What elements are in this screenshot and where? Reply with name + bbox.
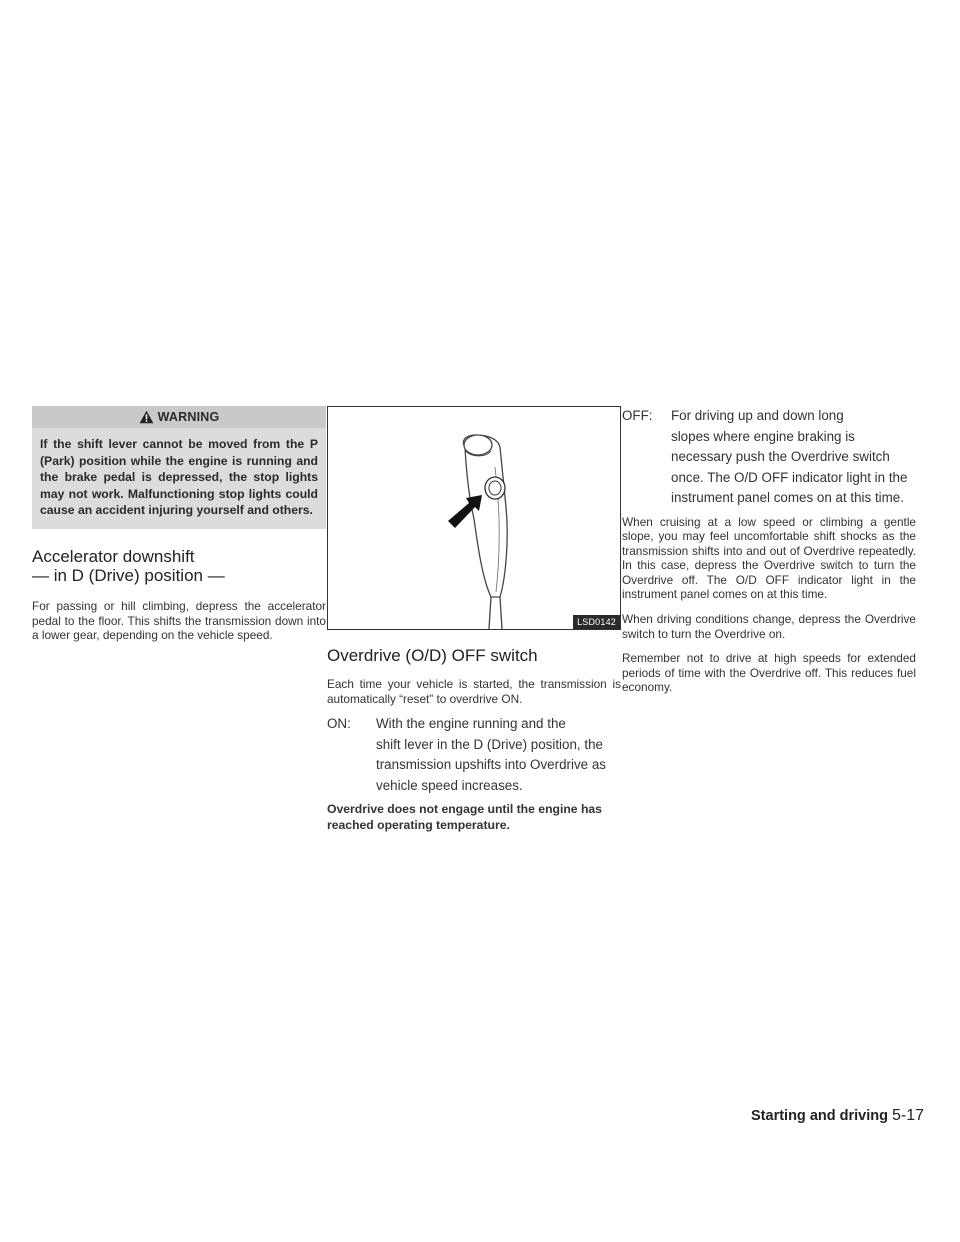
off-definition (622, 406, 916, 509)
overdrive-note: Overdrive does not engage until the engine has reached operating temperature. (327, 802, 602, 832)
cruising-paragraph: When cruising at a low speed or climbing a gentle slope, you may feel uncomfortable shift shocks as the transmission shifts into and out of Overdrive repeatedly. In this case, depress the Overdrive switch to turn the Overdrive off. The O/D OFF indicator light in the instrument panel comes on at this time. (622, 514, 916, 602)
accelerator-title-line2: — in D (Drive) position — (32, 565, 225, 585)
warning-label: WARNING (157, 410, 220, 424)
accelerator-body: For passing or hill climbing, depress the accelerator pedal to the floor. This shifts the transmission down into a lower gear, depending on the vehicle speed. (32, 598, 326, 643)
page-number: 5-17 (891, 1107, 924, 1124)
footer-section: Starting and driving (751, 1108, 888, 1124)
overdrive-intro: Each time your vehicle is started, the transmission is automatically “reset” to overdrive ON. (327, 677, 621, 706)
middle-column (327, 406, 621, 833)
shift-lever-figure (327, 406, 621, 630)
figure-code: LSD0142 (573, 615, 620, 629)
on-description: shift lever in the D (Drive) position, the transmission upshifts into Overdrive as vehicle speed increases. (376, 736, 606, 793)
off-term: OFF: (622, 408, 653, 423)
warning-triangle-icon (139, 410, 154, 424)
on-term: ON: (327, 716, 351, 732)
accelerator-title-line1: Accelerator downshift (32, 546, 195, 566)
accelerator-downshift-title (32, 547, 326, 585)
page-footer (592, 1107, 924, 1125)
conditions-paragraph: When driving conditions change, depress the Overdrive switch to turn the Overdrive on. (622, 612, 916, 641)
shift-lever-illustration (328, 407, 620, 629)
overdrive-title: Overdrive (O/D) OFF switch (327, 646, 538, 665)
left-column (32, 406, 326, 643)
off-description: slopes where engine braking is necessary push the Overdrive switch once. The O/D OFF indicator light in the instrument panel comes on at this time. (671, 428, 908, 505)
on-first-line: With the engine running and the (376, 716, 566, 732)
right-column (622, 406, 916, 705)
off-first-line: For driving up and down long (671, 408, 844, 423)
on-definition (327, 714, 621, 796)
warning-box (32, 406, 326, 529)
warning-text: If the shift lever cannot be moved from the P (Park) position while the engine is running and the brake pedal is depressed, the stop lights may not work. Malfunctioning stop lights could cause an accident injuring yourself and others. (40, 437, 318, 518)
fuel-economy-paragraph: Remember not to drive at high speeds for extended periods of time with the Overdrive off. This reduces fuel economy. (622, 651, 916, 695)
warning-header (32, 406, 326, 428)
